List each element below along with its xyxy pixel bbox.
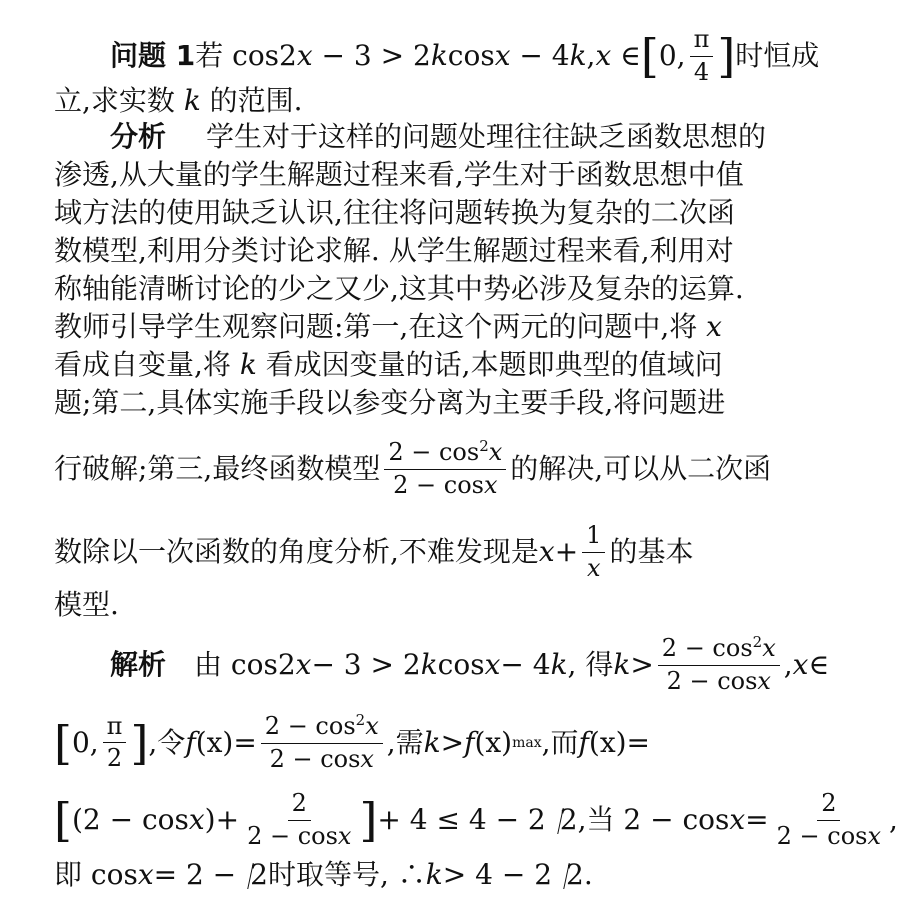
pi-over-2-fraction: $\frac{\pi}{2}$ — [103, 713, 127, 773]
sqrt-2: 2 — [236, 861, 268, 889]
problem-line-1 — [110, 25, 820, 86]
two-over-denominator-fraction-2: $\frac{2}{2 - \cos x}$ — [776, 789, 882, 850]
analysis-line-11: 模型. — [54, 588, 119, 621]
analysis-line-2: 渗透,从大量的学生解题过程来看,学生对于函数思想中值 — [54, 158, 744, 191]
model-fraction: $\frac{2 - \cos^2x}{2 - \cos x}$ — [384, 438, 506, 499]
f-definition-fraction: $\frac{2 - \cos^2x}{2 - \cos x}$ — [261, 712, 383, 773]
problem-label: 问题 1 — [110, 39, 196, 73]
solution-line-4: 即 cos x = 2 − 2 时取等号, ∴ k > 4 − 2 2 . — [54, 858, 593, 891]
k-bound-fraction: $\frac{2 - \cos^2x}{2 - \cos x}$ — [658, 634, 780, 695]
analysis-line-3: 域方法的使用缺乏认识,往往将问题转换为复杂的二次函 — [54, 196, 735, 229]
one-over-x-fraction: $\frac{1}{x}$ — [582, 522, 605, 582]
analysis-line-9: 行破解;第三,最终函数模型 $\frac{2 - \cos^2x}{2 - \cos x}$ 的解决,可以从二次函 — [54, 437, 772, 499]
analysis-line-8: 题;第二,具体实施手段以参变分离为主要手段,将问题进 — [54, 386, 726, 419]
analysis-label: 分析 — [110, 120, 167, 153]
solution-line-1: 解析 由 cos2 x − 3 > 2 k cos x − 4 k , 得 k > $\frac{2 - \cos^2x}{2 - \cos x}$ , x ∈ — [110, 633, 830, 695]
pi-over-4-fraction: $\frac{\pi}{4}$ — [690, 26, 714, 86]
problem-line-2: 立,求实数 k 的范围. — [54, 84, 303, 117]
analysis-line-1: 分析 学生对于这样的问题处理往往缺乏函数思想的 — [110, 120, 766, 153]
analysis-line-7: 看成自变量,将 k 看成因变量的话,本题即典型的值域问 — [54, 348, 723, 381]
analysis-line-4: 数模型,利用分类讨论求解. 从学生解题过程来看,利用对 — [54, 234, 734, 267]
solution-line-3: [ (2 − cos x ) + $\frac{2}{2 - \cos x}$ ] + 4 ≤ 4 − 2 2 ,当 2 − cos x = $\frac{2}{2 - \cos x}$ , — [54, 789, 898, 850]
analysis-line-6: 教师引导学生观察问题:第一,在这个两元的问题中,将 x — [54, 310, 722, 343]
problem-inequality: 若 cos2x − 3 > 2kcosx − 4k,x ∈ — [195, 39, 641, 73]
sqrt-2: 2 — [546, 806, 578, 834]
analysis-line-10: 数除以一次函数的角度分析,不难发现是 x + $\frac{1}{x}$ 的基本 — [54, 521, 694, 582]
solution-line-2: [ 0, $\frac{\pi}{2}$ ] ,令 f (x) = $\frac{2 - \cos^2x}{2 - \cos x}$ ,需 k > f (x) max ,而 f (x) = — [54, 711, 651, 773]
two-over-denominator-fraction: $\frac{2}{2 - \cos x}$ — [247, 789, 352, 850]
solution-label: 解析 — [110, 647, 167, 681]
analysis-line-5: 称轴能清晰讨论的少之又少,这其中势必涉及复杂的运算. — [54, 272, 744, 305]
problem-interval: [ 0, $\frac{\pi}{4}$ ] 时恒成 — [640, 25, 820, 86]
sqrt-2: 2 — [552, 861, 584, 889]
